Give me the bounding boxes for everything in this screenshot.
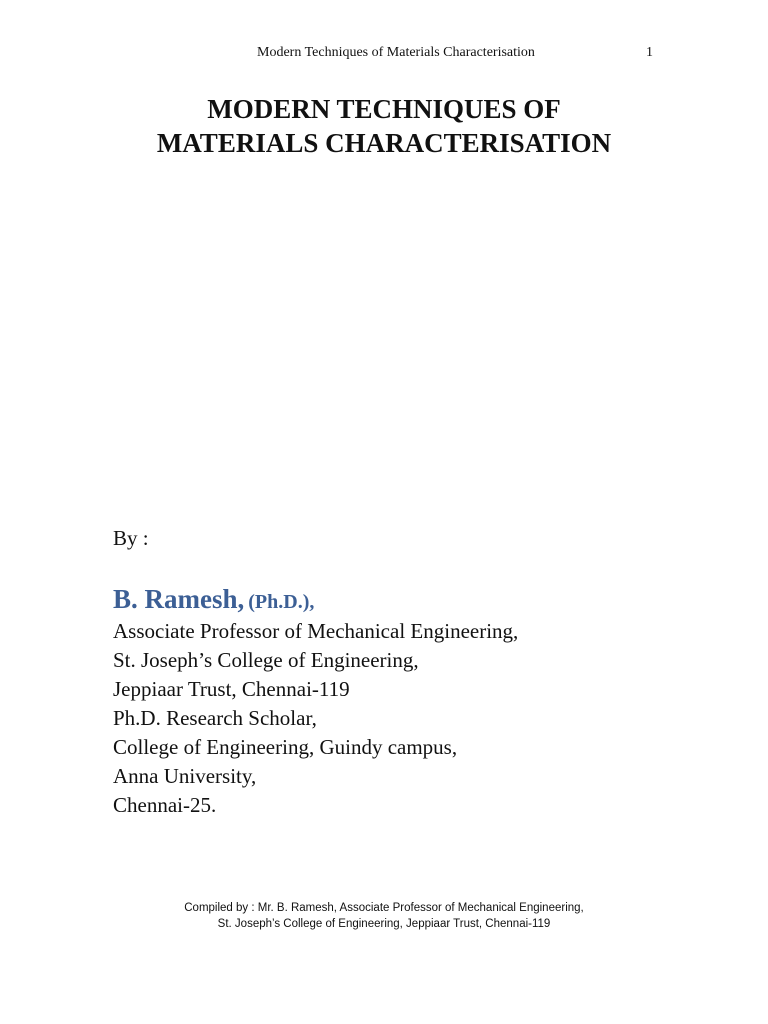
affiliation-line: College of Engineering, Guindy campus, bbox=[113, 735, 458, 759]
affiliation-line: Chennai-25. bbox=[113, 793, 217, 817]
affiliation-line: Jeppiaar Trust, Chennai-119 bbox=[113, 677, 350, 701]
running-header bbox=[0, 45, 768, 65]
author-name-line bbox=[113, 584, 518, 615]
by-label: By : bbox=[113, 526, 149, 550]
author-block bbox=[113, 584, 518, 820]
page-number: 1 bbox=[646, 45, 653, 60]
affiliation-line: St. Joseph’s College of Engineering, bbox=[113, 648, 419, 672]
author-name: B. Ramesh, bbox=[113, 584, 245, 614]
affiliation-line: Anna University, bbox=[113, 764, 257, 788]
footer-line-1: Compiled by : Mr. B. Ramesh, Associate Professor of Mechanical Engineering, bbox=[184, 902, 584, 914]
affiliation-line: Associate Professor of Mechanical Engineering, bbox=[113, 619, 519, 643]
author-affiliation bbox=[113, 617, 518, 820]
title-line-2: MATERIALS CHARACTERISATION bbox=[156, 128, 612, 158]
title-line-1: MODERN TECHNIQUES OF bbox=[207, 94, 561, 124]
document-title bbox=[0, 92, 768, 160]
header-title: Modern Techniques of Materials Characterisation bbox=[257, 45, 535, 60]
author-degree: (Ph.D.), bbox=[248, 591, 315, 613]
footer-line-2: St. Joseph’s College of Engineering, Jeppiaar Trust, Chennai-119 bbox=[217, 918, 551, 930]
affiliation-line: Ph.D. Research Scholar, bbox=[113, 706, 317, 730]
page-footer bbox=[0, 900, 768, 932]
